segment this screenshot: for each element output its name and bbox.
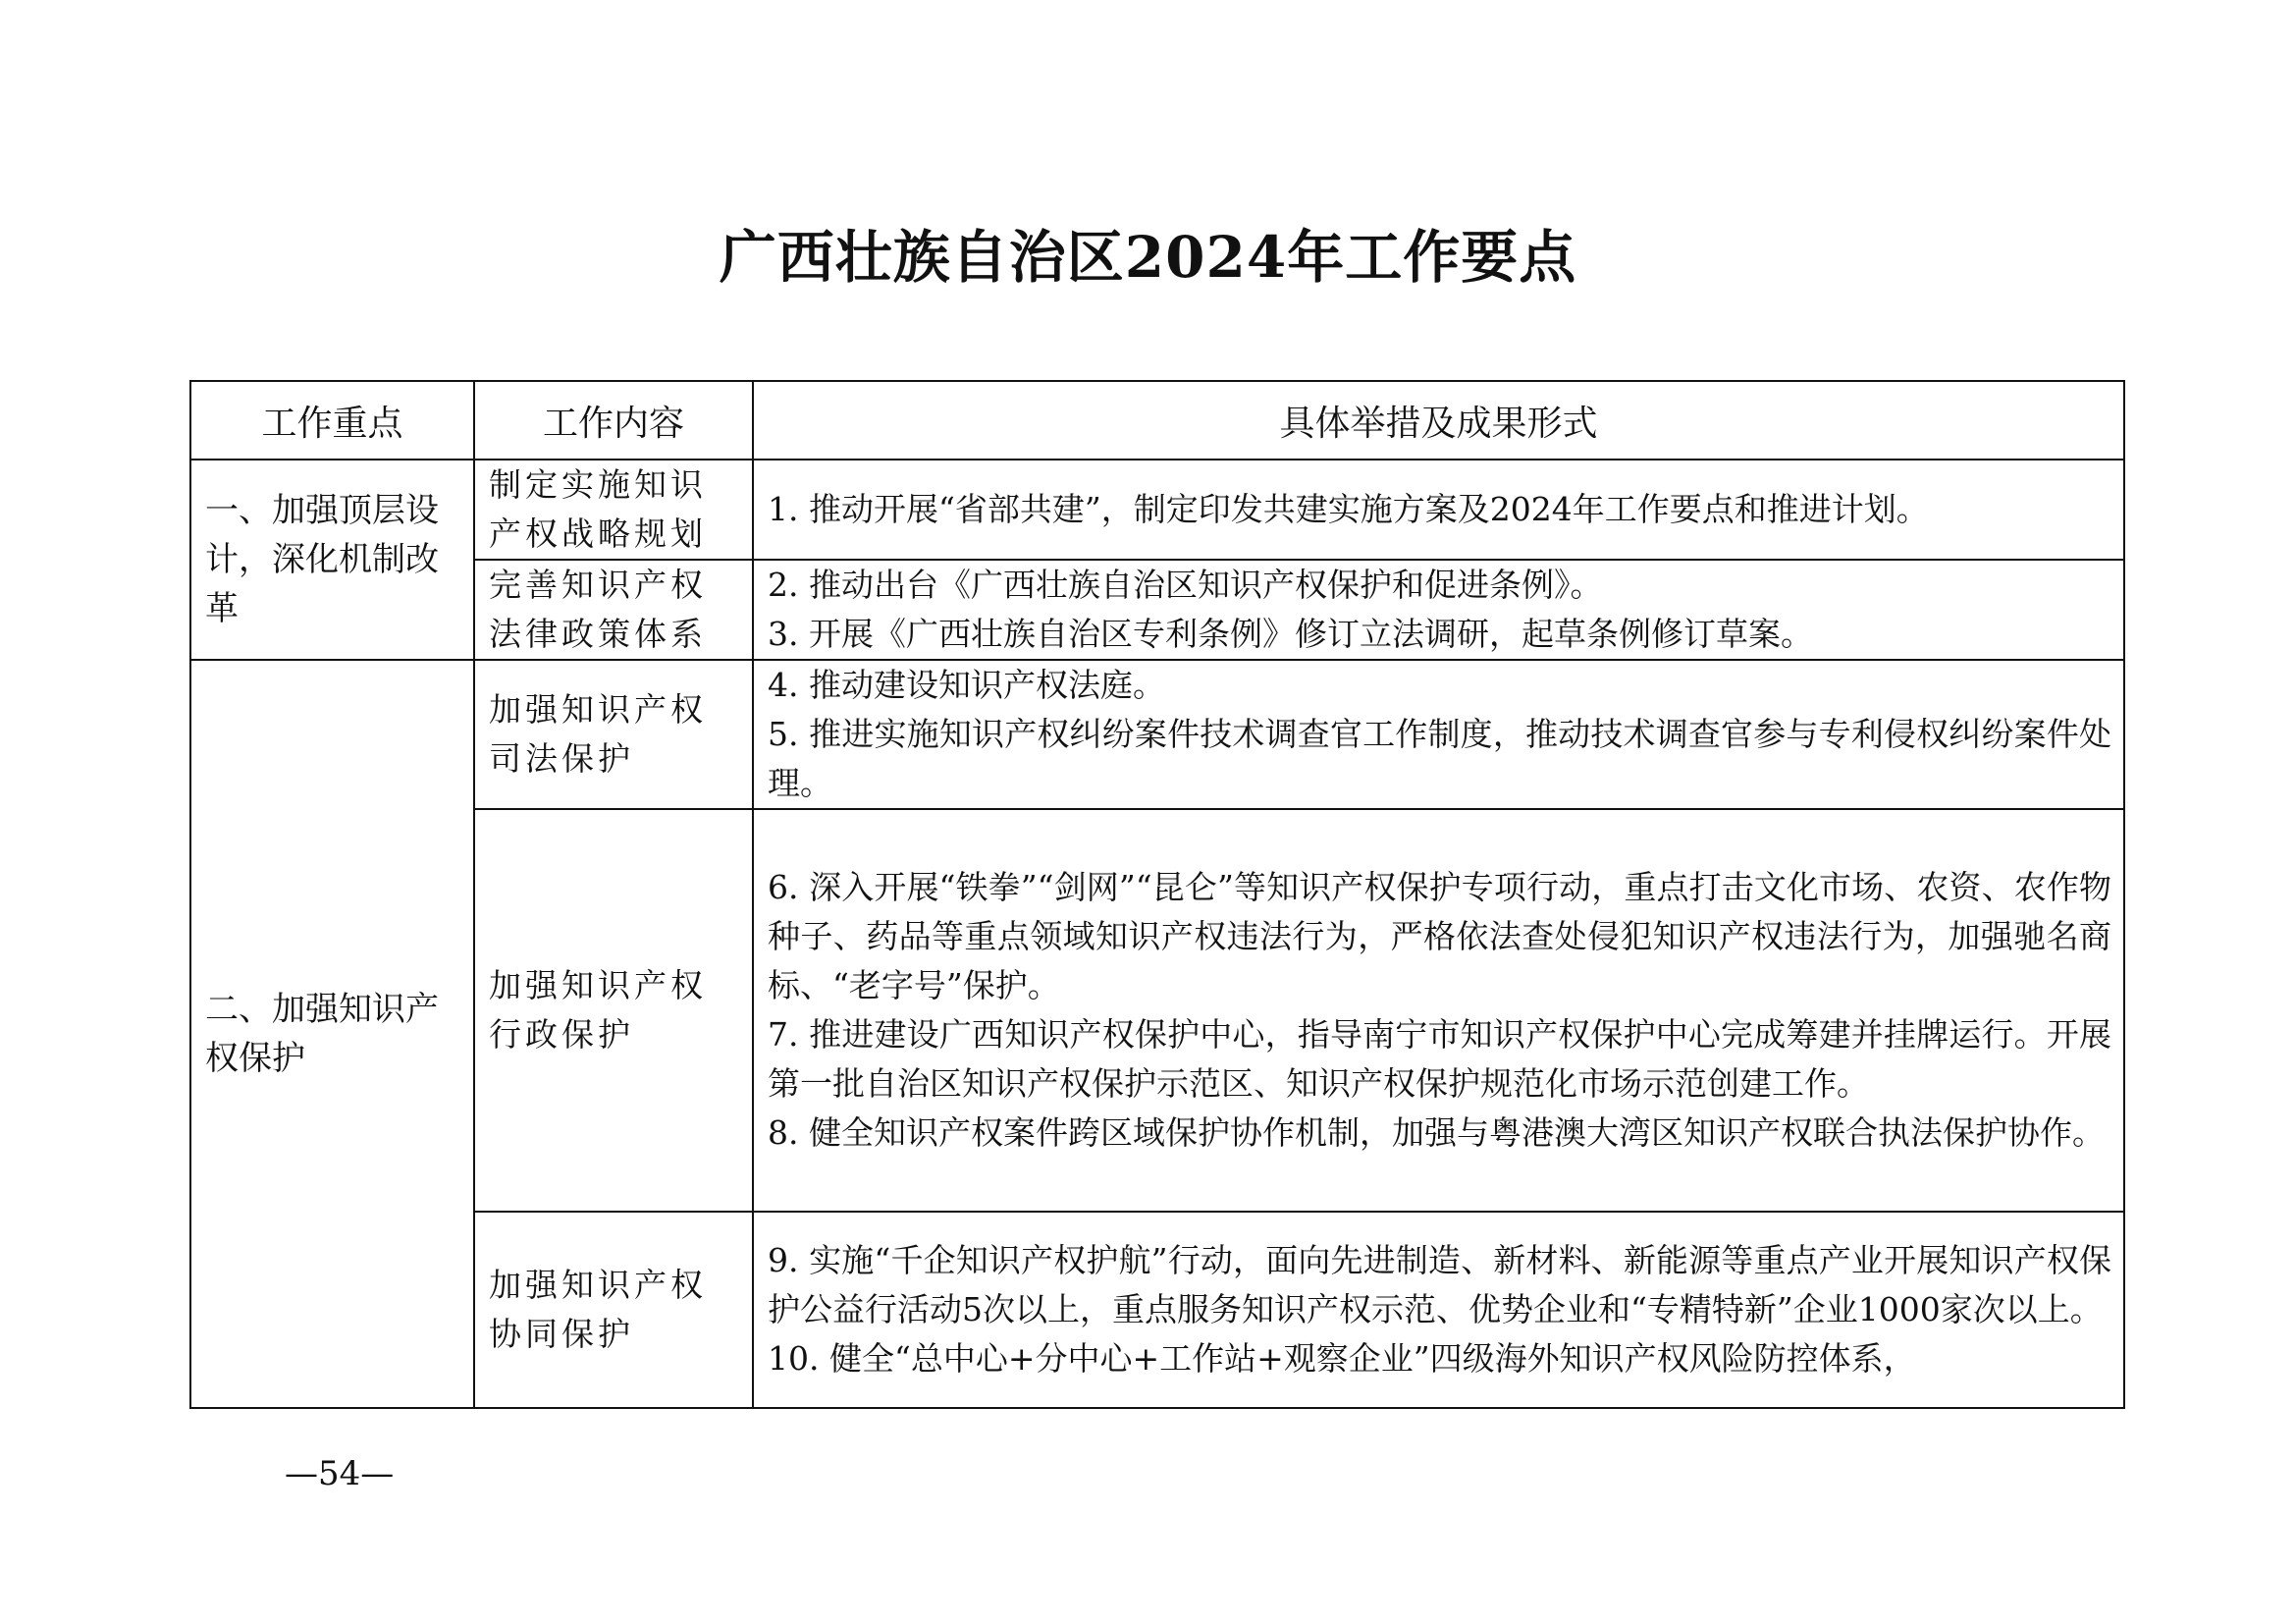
work-content: 加强知识产权行政保护 (474, 809, 753, 1212)
table-row (190, 809, 2124, 1212)
header-work-content: 工作内容 (474, 381, 753, 460)
focus-area-1: 一、加强顶层设计，深化机制改革 (190, 460, 474, 660)
measure-item: 4. 推动建设知识产权法庭。 (768, 666, 1165, 704)
work-content: 加强知识产权司法保护 (474, 660, 753, 809)
measure-item: 8. 健全知识产权案件跨区域保护协作机制，加强与粤港澳大湾区知识产权联合执法保护协作。 (768, 1113, 2105, 1152)
measure-item: 9. 实施“千企知识产权护航”行动，面向先进制造、新材料、新能源等重点产业开展知识产权保护公益行活动5次以上，重点服务知识产权示范、优势企业和“专精特新”企业1000家次以上。 (768, 1241, 2111, 1328)
measure-item: 3. 开展《广西壮族自治区专利条例》修订立法调研，起草条例修订草案。 (768, 615, 1813, 653)
header-work-focus: 工作重点 (190, 381, 474, 460)
work-content: 加强知识产权协同保护 (474, 1212, 753, 1408)
work-content: 制定实施知识产权战略规划 (474, 460, 753, 560)
work-content: 完善知识产权法律政策体系 (474, 560, 753, 660)
measures-cell (753, 809, 2124, 1212)
table-header-row (190, 381, 2124, 460)
measure-item: 6. 深入开展“铁拳”“剑网”“昆仑”等知识产权保护专项行动，重点打击文化市场、农资、农作物种子、药品等重点领域知识产权违法行为，严格依法查处侵犯知识产权违法行为，加强驰名商标、“老字号”保护。 (768, 868, 2111, 1004)
measures-cell (753, 560, 2124, 660)
table-row (190, 660, 2124, 809)
measure-item: 5. 推进实施知识产权纠纷案件技术调查官工作制度，推动技术调查官参与专利侵权纠纷案件处理。 (768, 715, 2111, 802)
measure-item: 7. 推进建设广西知识产权保护中心，指导南宁市知识产权保护中心完成筹建并挂牌运行。开展第一批自治区知识产权保护示范区、知识产权保护规范化市场示范创建工作。 (768, 1015, 2111, 1103)
measures-cell (753, 660, 2124, 809)
table-row (190, 460, 2124, 560)
measure-item: 10. 健全“总中心+分中心+工作站+观察企业”四级海外知识产权风险防控体系， (768, 1339, 1916, 1378)
table-row (190, 560, 2124, 660)
table-row (190, 1212, 2124, 1408)
measure-item: 2. 推动出台《广西壮族自治区知识产权保护和促进条例》。 (768, 566, 1603, 604)
measure-item: 1. 推动开展“省部共建”，制定印发共建实施方案及2024年工作要点和推进计划。 (768, 490, 1929, 528)
focus-area-2: 二、加强知识产权保护 (190, 660, 474, 1408)
measures-cell (753, 1212, 2124, 1408)
measures-cell (753, 460, 2124, 560)
header-measures: 具体举措及成果形式 (753, 381, 2124, 460)
page-number: —54— (285, 1454, 395, 1493)
work-plan-table (189, 380, 2125, 1409)
page-title: 广西壮族自治区2024年工作要点 (719, 224, 1577, 291)
